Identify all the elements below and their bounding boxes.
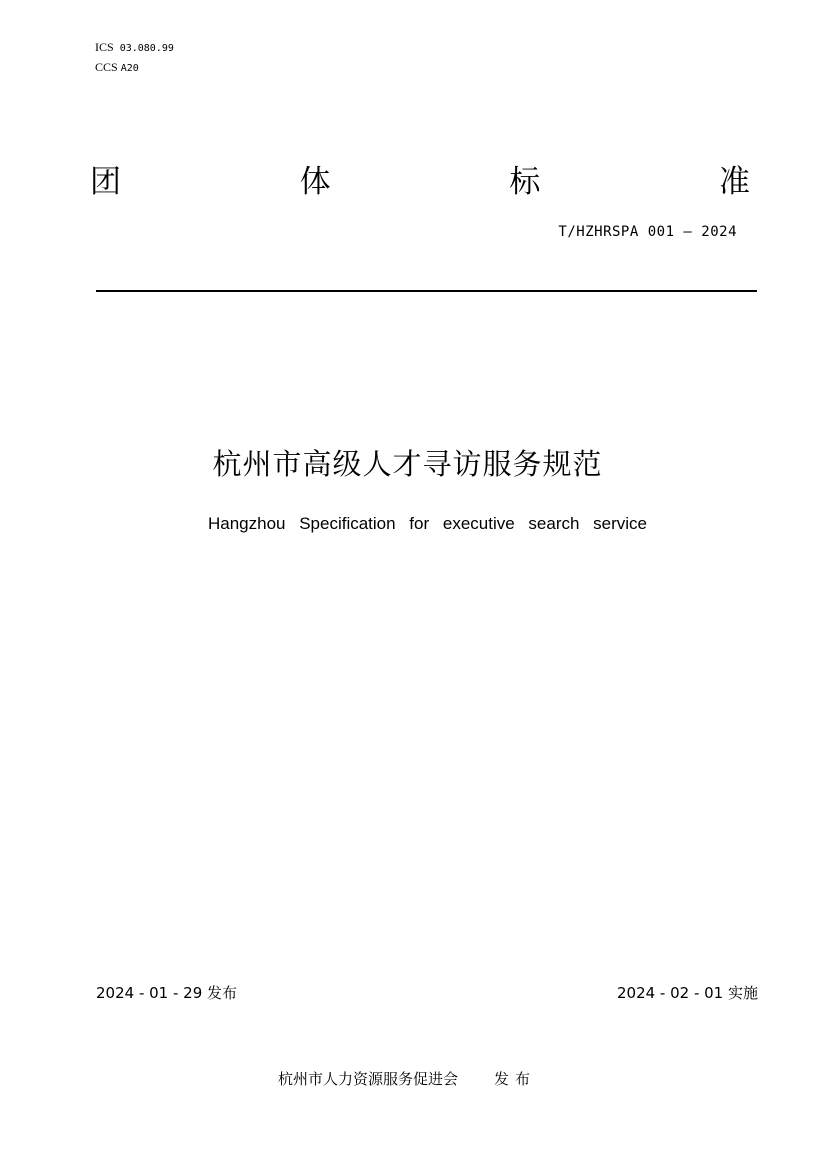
standard-type-char: 团	[90, 163, 121, 200]
publisher-line	[278, 1068, 536, 1089]
horizontal-rule	[96, 290, 757, 292]
issue-date: 2024 - 01 - 29 发布	[96, 984, 238, 1002]
ics-label: ICS	[95, 40, 114, 54]
document-title-english: Hangzhou Specification for executive search service	[207, 514, 648, 533]
ics-code: 03.080.99	[119, 43, 174, 54]
implementation-date: 2024 - 02 - 01 实施	[616, 984, 758, 1002]
ccs-code: A20	[120, 63, 139, 74]
ics-line	[95, 38, 174, 58]
standard-type-char: 标	[509, 163, 541, 200]
ccs-line	[95, 58, 174, 78]
ccs-label: CCS	[95, 60, 118, 74]
publisher-name: 杭州市人力资源服务促进会	[278, 1070, 459, 1088]
publisher-action: 发布	[494, 1070, 537, 1088]
standard-number: T/HZHRSPA 001 — 2024	[558, 224, 737, 240]
standard-type-heading	[90, 156, 750, 200]
standard-type-char: 体	[299, 163, 331, 200]
standard-type-char: 准	[718, 163, 750, 200]
document-title-chinese: 杭州市高级人才寻访服务规范	[212, 447, 603, 481]
classification-codes	[95, 38, 174, 78]
